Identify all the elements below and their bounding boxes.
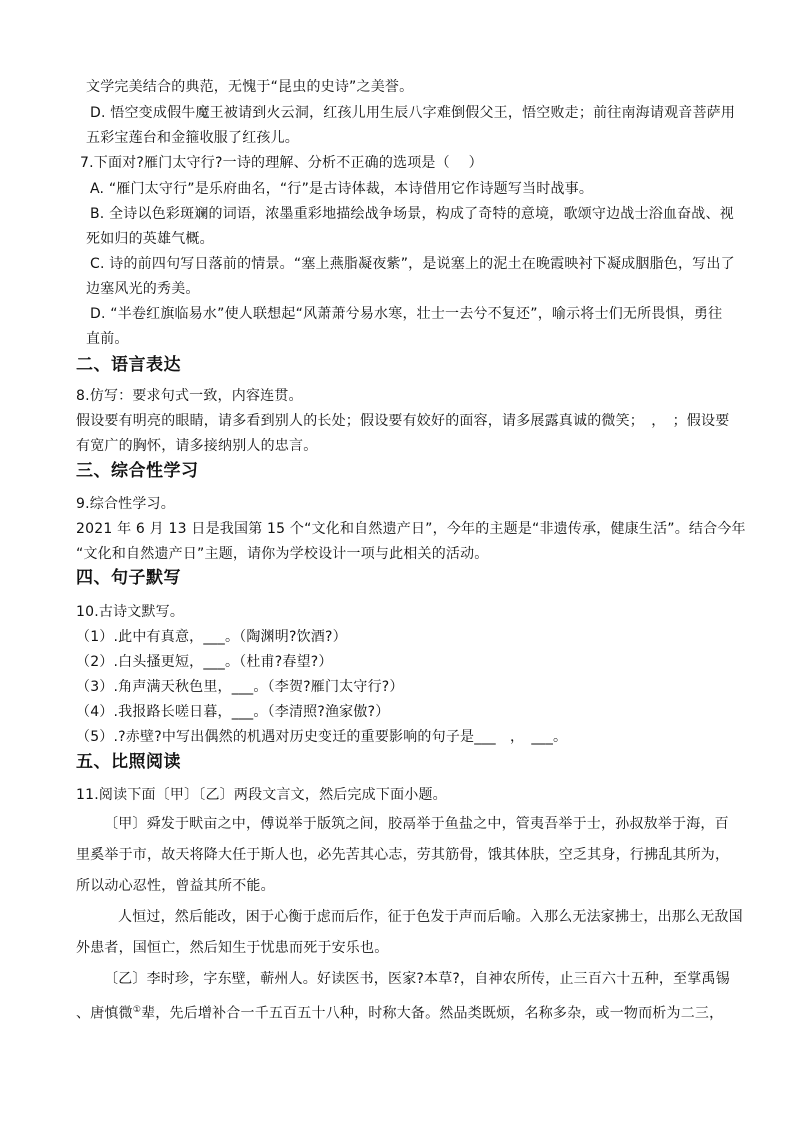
- option-c: C. 诗的前四句写日落前的情景。“塞上燕脂凝夜紫”，是说塞上的泥土在晚霞映衬下凝成胭脂色，写出了: [90, 256, 735, 272]
- option-a: A. “雁门太守行”是乐府曲名，“行”是古诗体裁，本诗借用它作诗题写当时战事。: [90, 181, 594, 197]
- text-line: 文学完美结合的典范，无愧于“昆虫的史诗”之美誉。: [86, 79, 414, 95]
- option-c-cont: 边塞风光的秀美。: [86, 281, 200, 297]
- section-heading-3: 三、综合性学习: [76, 461, 199, 481]
- text-line: “文化和自然遗产日”主题，请你为学校设计一项与此相关的活动。: [76, 546, 489, 562]
- recitation-item: （5）.?赤壁?中写出偶然的机遇对历史变迁的重要影响的句子是___ ， ___。: [76, 729, 568, 745]
- recitation-item: （4）.我报路长嗟日暮，___。（李清照?渔家傲?）: [76, 704, 390, 720]
- option-d-prev: D. 悟空变成假牛魔王被请到火云洞，红孩儿用生辰八字难倒假父王，悟空败走；前往南海请观音菩萨用: [90, 105, 736, 121]
- text-line: 有宽广的胸怀，请多接纳别人的忠言。: [76, 438, 318, 454]
- option-b-cont: 死如归的英雄气概。: [86, 231, 214, 247]
- section-heading-4: 四、句子默写: [76, 568, 181, 588]
- option-b: B. 全诗以色彩斑斓的词语，浓墨重彩地描绘战争场景，构成了奇特的意境，歌颂守边战士浴血奋战、视: [90, 206, 734, 222]
- section-heading-5: 五、比照阅读: [76, 752, 181, 772]
- text-line: 五彩宝莲台和金箍收服了红孩儿。: [86, 130, 299, 146]
- question-11: 11.阅读下面〔甲〕〔乙〕两段文言文，然后完成下面小题。: [76, 787, 447, 803]
- passage-jia-cont: 所以动心忍性，曾益其所不能。: [76, 878, 275, 894]
- question-7: 7.下面对?雁门太守行?一诗的理解、分析不正确的选项是（ ）: [80, 155, 483, 171]
- passage-jia-para2: 人恒过，然后能改，困于心衡于虑而后作，征于色发于声而后喻。入那么无法家拂士，出那么无敌国: [118, 909, 743, 925]
- option-d-cont: 直前。: [86, 331, 129, 347]
- passage-text: 辈，先后增补合一千五百五十八种，时称大备。然品类既烦，名称多杂，或一物而析为二三，: [141, 1005, 724, 1022]
- recitation-item: （2）.白头搔更短，___。（杜甫?春望?）: [76, 654, 333, 670]
- passage-jia-para2-cont: 外患者，国恒亡，然后知生于忧患而死于安乐也。: [76, 940, 389, 956]
- recitation-item: （1）.此中有真意，___。（陶渊明?饮酒?）: [76, 629, 347, 645]
- text-line: 假设要有明亮的眼睛，请多看到别人的长处；假设要有姣好的面容，请多展露真诚的微笑； ， ；假设要: [76, 413, 730, 429]
- passage-jia-cont: 里奚举于市，故天将降大任于斯人也，必先苦其心志，劳其筋骨，饿其体肤，空乏其身，行拂乱其所为，: [76, 847, 730, 863]
- passage-jia: 〔甲〕舜发于畎亩之中，傅说举于版筑之间，胶鬲举于鱼盐之中，管夷吾举于士，孙叔敖举于海，百: [104, 816, 729, 832]
- passage-text: 、唐慎微: [76, 1005, 133, 1022]
- passage-yi-cont: [76, 1001, 723, 1023]
- option-d: D. “半卷红旗临易水”使人联想起“风萧萧兮易水寒，壮士一去兮不复还”，喻示将士们无所畏惧，勇往: [90, 306, 723, 322]
- passage-yi: 〔乙〕李时珍，字东壁，蕲州人。好读医书，医家?本草?，自神农所传，止三百六十五种，至掌禹锡: [104, 971, 730, 987]
- section-heading-2: 二、语言表达: [76, 355, 181, 375]
- question-8: 8.仿写：要求句式一致，内容连贯。: [76, 388, 303, 404]
- footnote-marker: ①: [132, 1005, 142, 1015]
- question-9: 9.综合性学习。: [76, 496, 175, 512]
- recitation-item: （3）.角声满天秋色里，___。（李贺?雁门太守行?）: [76, 679, 404, 695]
- text-line: 2021 年 6 月 13 日是我国第 15 个“文化和自然遗产日”，今年的主题是“非遗传承，健康生活”。结合今年: [76, 521, 746, 537]
- question-10: 10.古诗文默写。: [76, 604, 185, 620]
